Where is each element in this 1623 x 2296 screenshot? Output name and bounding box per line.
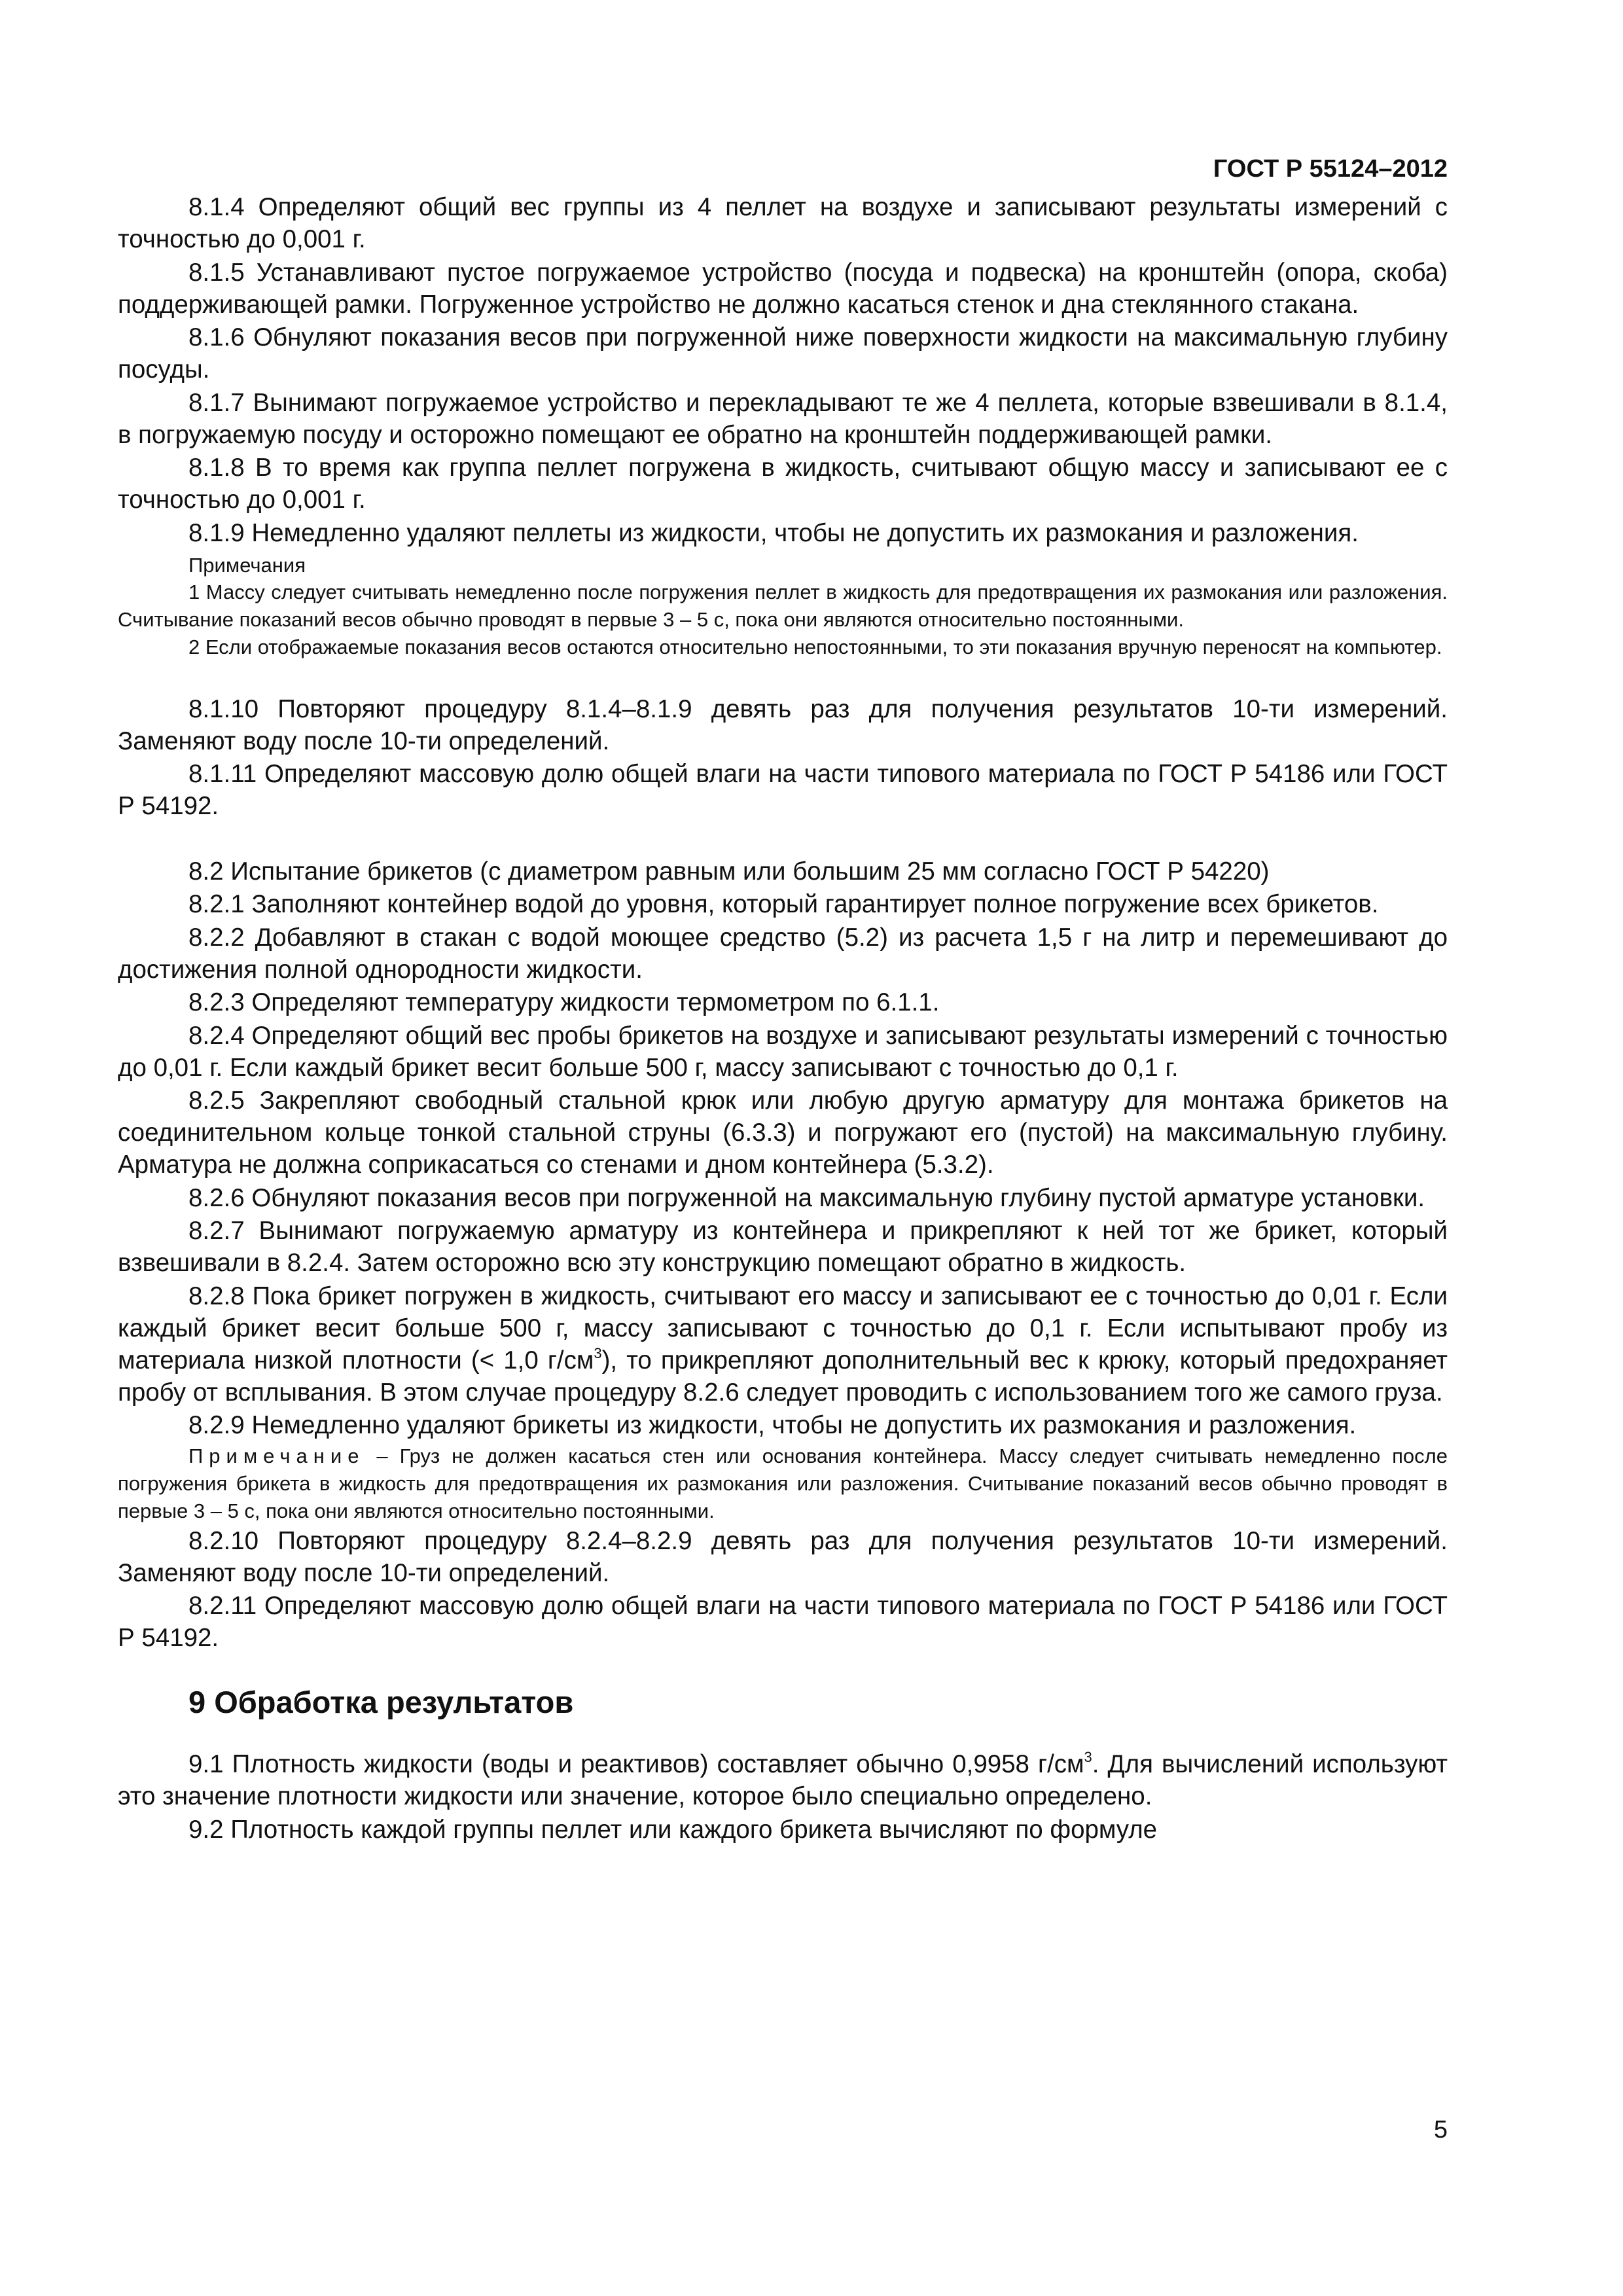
- paragraph-8-2-4: 8.2.4 Определяют общий вес пробы брикетов на воздухе и записывают результаты измерений с точностью до 0,01 г. Если каждый брикет весит больше 500 г, массу записывают с точностью до 0,1 г.: [118, 1021, 1448, 1082]
- note-1: 1 Массу следует считывать немедленно после погружения пеллет в жидкость для предотвращения их размокания или разложения. Считывание показаний весов обычно проводят в первые 3 – 5 с, пока они являются относительно постоянными.: [118, 580, 1448, 631]
- paragraph-8-2-9: 8.2.9 Немедленно удаляют брикеты из жидкости, чтобы не допустить их размокания и разложения.: [188, 1411, 1357, 1439]
- paragraph-8-1-10: 8.1.10 Повторяют процедуру 8.1.4–8.1.9 девять раз для получения результатов 10-ти измерений. Заменяют воду после 10-ти определений.: [118, 694, 1448, 755]
- spacer: [118, 661, 1448, 693]
- paragraph-9-1: [118, 1748, 1448, 1812]
- paragraph-8-1-4: 8.1.4 Определяют общий вес группы из 4 пеллет на воздухе и записывают результаты измерений с точностью до 0,001 г.: [118, 193, 1448, 253]
- paragraph-8-2-7: 8.2.7 Вынимают погружаемую арматуру из контейнера и прикрепляют к ней тот же брикет, который взвешивали в 8.2.4. Затем осторожно всю эту конструкцию помещают обратно в жидкость.: [118, 1217, 1448, 1277]
- spacer: [118, 823, 1448, 855]
- paragraph-8-1-9: 8.1.9 Немедленно удаляют пеллеты из жидкости, чтобы не допустить их размокания и разложения.: [188, 518, 1359, 547]
- paragraph-8-1-8: 8.1.8 В то время как группа пеллет погружена в жидкость, считывают общую массу и записывают ее с точностью до 0,001 г.: [118, 454, 1448, 514]
- paragraph-9-1-text-b: . Для вычислений используют это значение плотности жидкости или значение, которое было специально определено.: [118, 1750, 1448, 1810]
- paragraph-8-2-8-text-a: 8.2.8 Пока брикет погружен в жидкость, считывают его массу и записывают ее с точностью до 0,01 г. Если каждый брикет весит больше 500 г, массу записывают с точностью до 0,1 г. Если испытывают пробу из материала низкой плотности (< 1,0 г/см: [118, 1282, 1448, 1374]
- superscript-3: 3: [594, 1344, 602, 1361]
- section-9-heading: 9 Обработка результатов: [188, 1685, 574, 1719]
- paragraph-8-2-1: 8.2.1 Заполняют контейнер водой до уровня, который гарантирует полное погружение всех брикетов.: [188, 890, 1379, 918]
- note-text: – Груз не должен касаться стен или основания контейнера. Массу следует считывать немедленно после погружения брикета в жидкость для предотвращения их размокания или разложения. Считывание показаний весов обычно проводят в первые 3 – 5 с, пока они являются относительно постоянными.: [118, 1444, 1448, 1522]
- paragraph-8-1-5: 8.1.5 Устанавливают пустое погружаемое устройство (посуда и подвеска) на кронштейн (опора, скоба) поддерживающей рамки. Погруженное устройство не должно касаться стенок и дна стеклянного стакана.: [118, 258, 1448, 319]
- paragraph-8-2-3: 8.2.3 Определяют температуру жидкости термометром по 6.1.1.: [188, 988, 940, 1016]
- document-code-header: ГОСТ Р 55124–2012: [1213, 155, 1448, 183]
- document-body: [118, 191, 1448, 1846]
- note-label: Примечание: [188, 1444, 365, 1467]
- paragraph-8-2-8-text-b: ), то прикрепляют дополнительный вес к крюку, который предохраняет пробу от всплывания. В этом случае процедуру 8.2.6 следует проводить с использованием того же самого груза.: [118, 1346, 1448, 1407]
- note-8-2: [118, 1443, 1448, 1525]
- paragraph-8-2-11: 8.2.11 Определяют массовую долю общей влаги на части типового материала по ГОСТ Р 54186 или ГОСТ Р 54192.: [118, 1592, 1448, 1652]
- paragraph-8-2: 8.2 Испытание брикетов (с диаметром равным или большим 25 мм согласно ГОСТ Р 54220): [188, 857, 1270, 886]
- notes-heading: Примечания: [188, 553, 306, 577]
- paragraph-9-2: 9.2 Плотность каждой группы пеллет или каждого брикета вычисляют по формуле: [188, 1815, 1158, 1844]
- note-2: 2 Если отображаемые показания весов остаются относительно непостоянными, то эти показания вручную переносят на компьютер.: [188, 635, 1442, 658]
- superscript-3: 3: [1084, 1749, 1092, 1765]
- paragraph-8-1-7: 8.1.7 Вынимают погружаемое устройство и перекладывают те же 4 пеллета, которые взвешивали в 8.1.4, в погружаемую посуду и осторожно помещают ее обратно на кронштейн поддерживающей рамки.: [118, 388, 1448, 449]
- paragraph-8-1-11: 8.1.11 Определяют массовую долю общей влаги на части типового материала по ГОСТ Р 54186 или ГОСТ Р 54192.: [118, 760, 1448, 820]
- paragraph-8-2-8: [118, 1280, 1448, 1408]
- paragraph-9-1-text-a: 9.1 Плотность жидкости (воды и реактивов) составляет обычно 0,9958 г/см: [188, 1750, 1084, 1778]
- paragraph-8-2-5: 8.2.5 Закрепляют свободный стальной крюк или любую другую арматуру для монтажа брикетов на соединительном кольце тонкой стальной струны (6.3.3) и погружают его (пустой) на максимальную глубину. Арматура не должна соприкасаться со стенами и дном контейнера (5.3.2).: [118, 1086, 1448, 1179]
- paragraph-8-2-6: 8.2.6 Обнуляют показания весов при погруженной на максимальную глубину пустой арматуре установки.: [188, 1183, 1425, 1212]
- page-number: 5: [1433, 2116, 1448, 2144]
- paragraph-8-1-6: 8.1.6 Обнуляют показания весов при погруженной ниже поверхности жидкости на максимальную глубину посуды.: [118, 323, 1448, 384]
- paragraph-8-2-2: 8.2.2 Добавляют в стакан с водой моющее средство (5.2) из расчета 1,5 г на литр и перемешивают до достижения полной однородности жидкости.: [118, 923, 1448, 984]
- paragraph-8-2-10: 8.2.10 Повторяют процедуру 8.2.4–8.2.9 девять раз для получения результатов 10-ти измерений. Заменяют воду после 10-ти определений.: [118, 1526, 1448, 1587]
